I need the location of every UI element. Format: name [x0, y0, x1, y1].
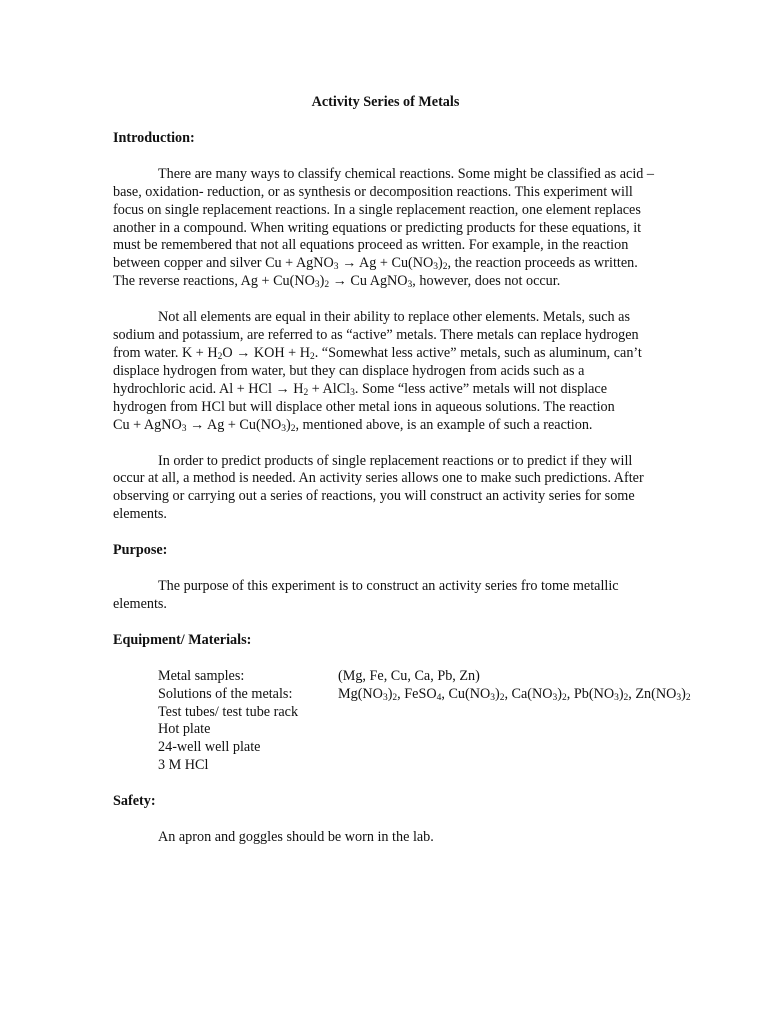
- solutions-value: [338, 686, 691, 704]
- solution-fe: FeSO$_4$,: [404, 685, 449, 703]
- equipment-item: 3 M HCl: [158, 757, 209, 774]
- equation-al-hcl: Al + HCl → $H_2$ + AlCl$_3$: [218, 380, 355, 398]
- solutions-label: Solutions of the metals:: [158, 685, 293, 702]
- safety-heading: Safety:: [113, 793, 156, 810]
- intro-p2-text-4: , mentioned above, is an example of such a reaction.: [295, 416, 593, 433]
- intro-p2-text-2: . “Somewhat less active” metals, such as aluminum, can’t displace hydrogen from water, but they can displace hydrogen from acids such as a hydrochloric acid.: [113, 344, 642, 397]
- solution-ca: $Ca(NO_3)_2$,: [511, 685, 574, 703]
- equipment-item: 24-well well plate: [158, 739, 261, 756]
- materials-table: [158, 667, 691, 704]
- metal-samples-value: (Mg, Fe, Cu, Ca, Pb, Zn): [338, 667, 480, 684]
- intro-paragraph-3: In order to predict products of single replacement reactions or to predict if they will occur at all, a method is needed. An activity series allows one to make such predictions. After observing or carrying out a series of reactions, you will construct an activity series for some elements.: [113, 452, 644, 523]
- equation-cu-agno3: Cu + AgNO$_3$ → Ag +: [265, 255, 392, 273]
- solution-zn: $Zn(NO_3)_2$: [635, 685, 691, 703]
- equation-cu-agno3-repeat: Cu + AgNO$_3$ → $Ag + Cu(NO_3)_2$: [113, 416, 296, 434]
- intro-p2-text-3: . Some “less active” metals will not displace hydrogen from HCl but will displace other metal ions in aqueous solutions. The reaction: [113, 380, 615, 415]
- purpose-paragraph: The purpose of this experiment is to construct an activity series fro tome metallic elements.: [113, 578, 619, 612]
- equation-reverse: $Ag + Cu(NO_3)_2 \to Cu$: [240, 273, 367, 291]
- intro-paragraph-1: [113, 166, 658, 291]
- equipment-heading: Equipment/ Materials:: [113, 631, 252, 648]
- intro-p1-text-3: , however, does not occur.: [412, 273, 561, 290]
- document-title: Activity Series of Metals: [311, 94, 460, 110]
- solution-cu: $Cu(NO_3)_2$,: [448, 685, 512, 703]
- solution-mg: $Mg(NO_3)_2$,: [338, 685, 405, 703]
- equipment-item: Hot plate: [158, 721, 211, 738]
- intro-p1-text-1: There are many ways to classify chemical reactions. Some might be classified as acid –base, oxidation- reduction, or as synthesis or decomposition reactions. This experiment will focus on single replacement reactions. In a single replacement reaction, one element replaces another in a compound. When writing equations or predicting products for these equations, it must be remembered that not all equations proceed as written. For example, in the reaction between copper and silver: [113, 165, 654, 272]
- equipment-list: [158, 704, 658, 776]
- equation-reverse-product: AgNO$_3$: [369, 273, 413, 291]
- solution-pb: $Pb(NO_3)_2$,: [573, 685, 636, 703]
- intro-p1-text-2: , the reaction proceeds as written. The reverse reactions,: [113, 255, 638, 290]
- equipment-item: Test tubes/ test tube rack: [158, 703, 299, 720]
- document-page: [113, 94, 691, 847]
- safety-paragraph: An apron and goggles should be worn in the lab.: [158, 829, 434, 846]
- intro-p2-text-1: Not all elements are equal in their ability to replace other elements. Metals, such as sodium and potassium, are referred to as “active” metals. There metals can replace hydrogen from water.: [113, 309, 639, 361]
- intro-paragraph-2: [113, 309, 658, 434]
- purpose-heading: Purpose:: [113, 542, 168, 559]
- equation-cu-agno3-product: $Cu(NO_3)_2$: [391, 255, 448, 273]
- solutions-row: [158, 685, 691, 704]
- introduction-heading: Introduction:: [113, 129, 195, 146]
- metal-samples-row: [158, 668, 658, 686]
- metal-samples-label: Metal samples:: [158, 667, 245, 684]
- equation-k-water: $K + H_2O$ → KOH + $H_2$: [181, 344, 315, 362]
